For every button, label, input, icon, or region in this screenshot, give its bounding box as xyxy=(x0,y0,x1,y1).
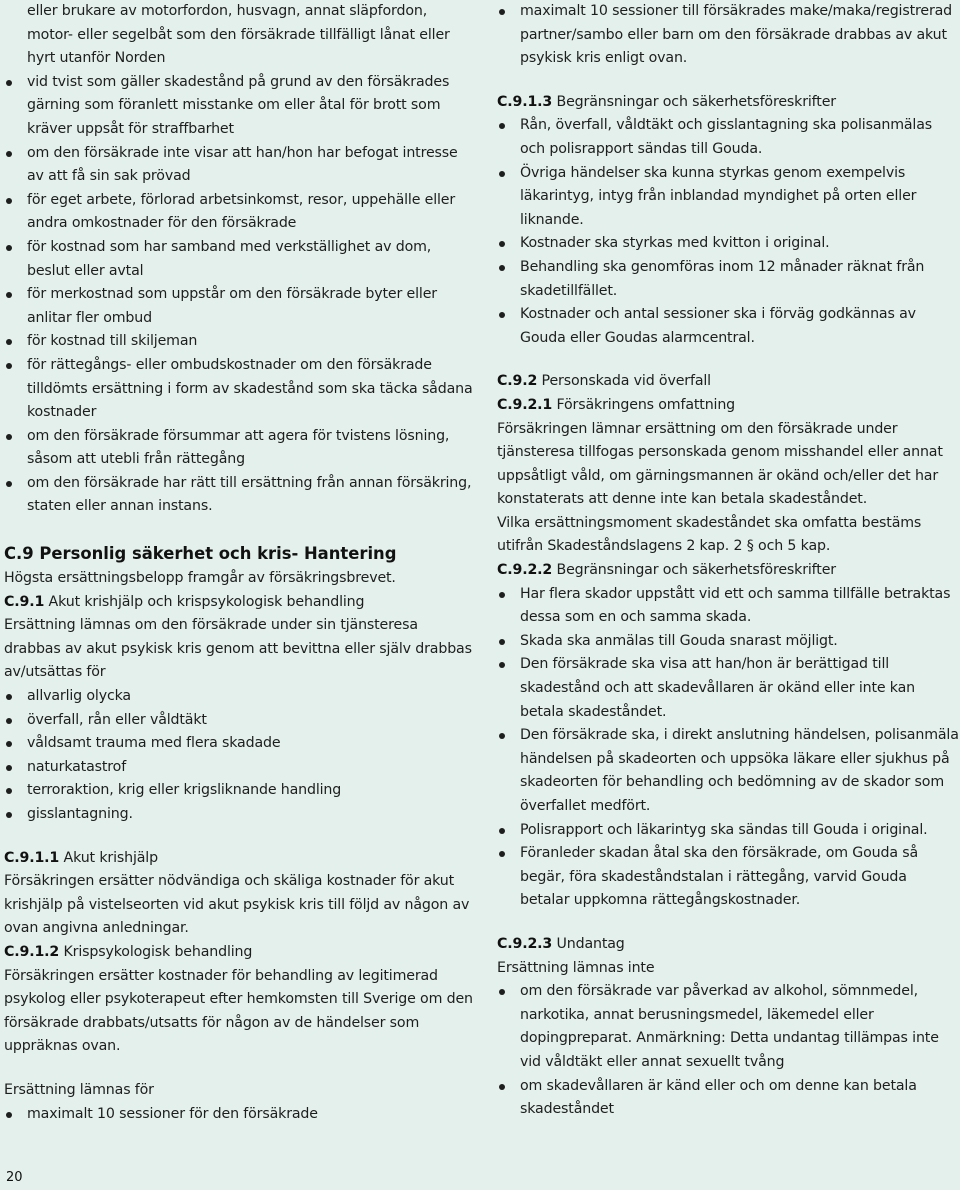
list-item: om den försäkrade var påverkad av alkohol, sömnmedel, narkotika, annat berusningsmedel, läkemedel eller dopingpreparat. Anmärkning: Detta undantag tillämpas inte vid våldtäkt eller annat sexuellt tvång xyxy=(497,980,960,1074)
subheading-c912 xyxy=(4,941,474,965)
left-column xyxy=(4,0,474,1126)
list-item: för eget arbete, förlorad arbetsinkomst, resor, uppehälle eller andra omkostnader för den försäkrade xyxy=(4,189,474,236)
section-title: Begränsningar och säkerhetsföreskrifter xyxy=(552,93,836,110)
list-item: Föranleder skadan åtal ska den försäkrade, om Gouda så begär, föra skadeståndstalan i rättegång, varvid Gouda betalar uppkomna rättegångskostnader. xyxy=(497,842,960,913)
section-number: C.9.2.1 xyxy=(497,396,553,413)
list-item-continuation: eller brukare av motorfordon, husvagn, annat släpfordon, motor- eller segelbåt som den försäkrade tillfälligt lånat eller hyrt utanför Norden xyxy=(27,3,450,67)
section-number: C.9.1 xyxy=(4,593,45,610)
c922-list xyxy=(497,583,960,913)
section-title: Undantag xyxy=(552,935,625,952)
section-title: Akut krishjälp xyxy=(59,849,158,866)
list-item: om den försäkrade försummar att agera för tvistens lösning, såsom att utebli från rättegång xyxy=(4,425,474,472)
list-item: naturkatastrof xyxy=(4,756,474,780)
list-item: Kostnader och antal sessioner ska i förväg godkännas av Gouda eller Goudas alarmcentral. xyxy=(497,303,960,350)
c913-list xyxy=(497,114,960,350)
list-item: för merkostnad som uppstår om den försäkrade byter eller anlitar fler ombud xyxy=(4,283,474,330)
list-item: maximalt 10 sessioner för den försäkrade xyxy=(4,1103,474,1127)
c921-text: Försäkringen lämnar ersättning om den försäkrade under tjänsteresa tillfogas personskada genom misshandel eller annat uppsåtligt våld, om gärningsmannen är okänd och/eller det har konstaterats att denne inte kan betala skadeståndet. xyxy=(497,420,943,508)
list-item: Behandling ska genomföras inom 12 månader räknat från skadetillfället. xyxy=(497,256,960,303)
compensation-list xyxy=(4,1103,474,1127)
section-title: Försäkringens omfattning xyxy=(552,396,736,413)
subheading-c923 xyxy=(497,933,960,957)
page-number: 20 xyxy=(6,1170,23,1185)
subheading-c913 xyxy=(497,91,960,115)
exclusions-list xyxy=(4,71,474,519)
list-item: maximalt 10 sessioner till försäkrades make/maka/registrerad partner/sambo eller barn om den försäkrade drabbas av akut psykisk kris enligt ovan. xyxy=(497,0,960,71)
list-item: Kostnader ska styrkas med kvitton i original. xyxy=(497,232,960,256)
subheading-c921 xyxy=(497,394,960,418)
subheading-c911 xyxy=(4,847,474,871)
section-number: C.9.2 xyxy=(497,373,538,390)
list-item: Rån, överfall, våldtäkt och gisslantagning ska polisanmälas och polisrapport sändas till Gouda. xyxy=(497,114,960,161)
c91-text: Ersättning lämnas om den försäkrade under sin tjänsteresa drabbas av akut psykisk kris genom att bevittna eller själv drabbas av/utsättas för xyxy=(4,617,472,681)
compensation-list-continued xyxy=(497,0,960,71)
section-heading-c9: C.9 Personlig säkerhet och kris- Hantering xyxy=(4,544,397,564)
list-item: våldsamt trauma med flera skadade xyxy=(4,732,474,756)
list-item: Polisrapport och läkarintyg ska sändas till Gouda i original. xyxy=(497,819,960,843)
section-title: Begränsningar och säkerhetsföreskrifter xyxy=(552,562,836,579)
list-item: Den försäkrade ska, i direkt anslutning händelsen, polisanmäla händelsen på skadeorten och uppsöka läkare eller sjukhus på skadeorten för behandling och bedömning av de skador som överfallet medfört. xyxy=(497,724,960,818)
list-item: om skadevållaren är känd eller och om denne kan betala skadeståndet xyxy=(497,1075,960,1122)
list-item: Skada ska anmälas till Gouda snarast möjligt. xyxy=(497,630,960,654)
c9-intro: Högsta ersättningsbelopp framgår av försäkringsbrevet. xyxy=(4,570,396,587)
section-number: C.9.2.3 xyxy=(497,935,553,952)
compensation-intro: Ersättning lämnas för xyxy=(4,1081,154,1098)
c911-text: Försäkringen ersätter nödvändiga och skäliga kostnader för akut krishjälp på vistelseorten vid akut psykisk kris till följd av någon av ovan angivna anledningar. xyxy=(4,873,470,937)
section-number: C.9.1.1 xyxy=(4,849,60,866)
section-number: C.9.1.2 xyxy=(4,943,60,960)
section-title: Personskada vid överfall xyxy=(537,373,711,390)
list-item: om den försäkrade har rätt till ersättning från annan försäkring, staten eller annan instans. xyxy=(4,472,474,519)
c923-intro: Ersättning lämnas inte xyxy=(497,959,655,976)
section-title: Krispsykologisk behandling xyxy=(59,943,253,960)
list-item: allvarlig olycka xyxy=(4,685,474,709)
list-item: Har flera skador uppstått vid ett och samma tillfälle betraktas dessa som en och samma skada. xyxy=(497,583,960,630)
section-number: C.9.1.3 xyxy=(497,93,553,110)
subheading-c92 xyxy=(497,370,960,394)
c921-text-2: Vilka ersättningsmoment skadeståndet ska omfatta bestäms utifrån Skadeståndslagens 2 kap. 2 § och 5 kap. xyxy=(497,514,922,555)
list-item: om den försäkrade inte visar att han/hon har befogat intresse av att få sin sak prövad xyxy=(4,142,474,189)
subheading-c91 xyxy=(4,591,474,615)
list-item: för kostnad som har samband med verkställighet av dom, beslut eller avtal xyxy=(4,236,474,283)
c912-text: Försäkringen ersätter kostnader för behandling av legitimerad psykolog eller psykoterapeut efter hemkomsten till Sverige om den försäkrade drabbats/utsatts för någon av de händelser som uppräknas ovan. xyxy=(4,967,473,1055)
right-column xyxy=(497,0,960,1122)
list-item: för kostnad till skiljeman xyxy=(4,330,474,354)
list-item: terroraktion, krig eller krigsliknande handling xyxy=(4,779,474,803)
list-item: vid tvist som gäller skadestånd på grund av den försäkrades gärning som föranlett misstanke om eller åtal för brott som kräver uppsåt för straffbarhet xyxy=(4,71,474,142)
section-title: Akut krishjälp och krispsykologisk behandling xyxy=(44,593,365,610)
c923-list xyxy=(497,980,960,1122)
list-item: överfall, rån eller våldtäkt xyxy=(4,709,474,733)
list-item: gisslantagning. xyxy=(4,803,474,827)
list-item: Den försäkrade ska visa att han/hon är berättigad till skadestånd och att skadevållaren är okänd eller inte kan betala skadeståndet. xyxy=(497,653,960,724)
subheading-c922 xyxy=(497,559,960,583)
list-item: för rättegångs- eller ombudskostnader om den försäkrade tilldömts ersättning i form av skadestånd som ska täcka sådana kostnader xyxy=(4,354,474,425)
section-number: C.9.2.2 xyxy=(497,562,553,579)
c91-list xyxy=(4,685,474,827)
list-item: Övriga händelser ska kunna styrkas genom exempelvis läkarintyg, intyg från inblandad myndighet på orten eller liknande. xyxy=(497,162,960,233)
